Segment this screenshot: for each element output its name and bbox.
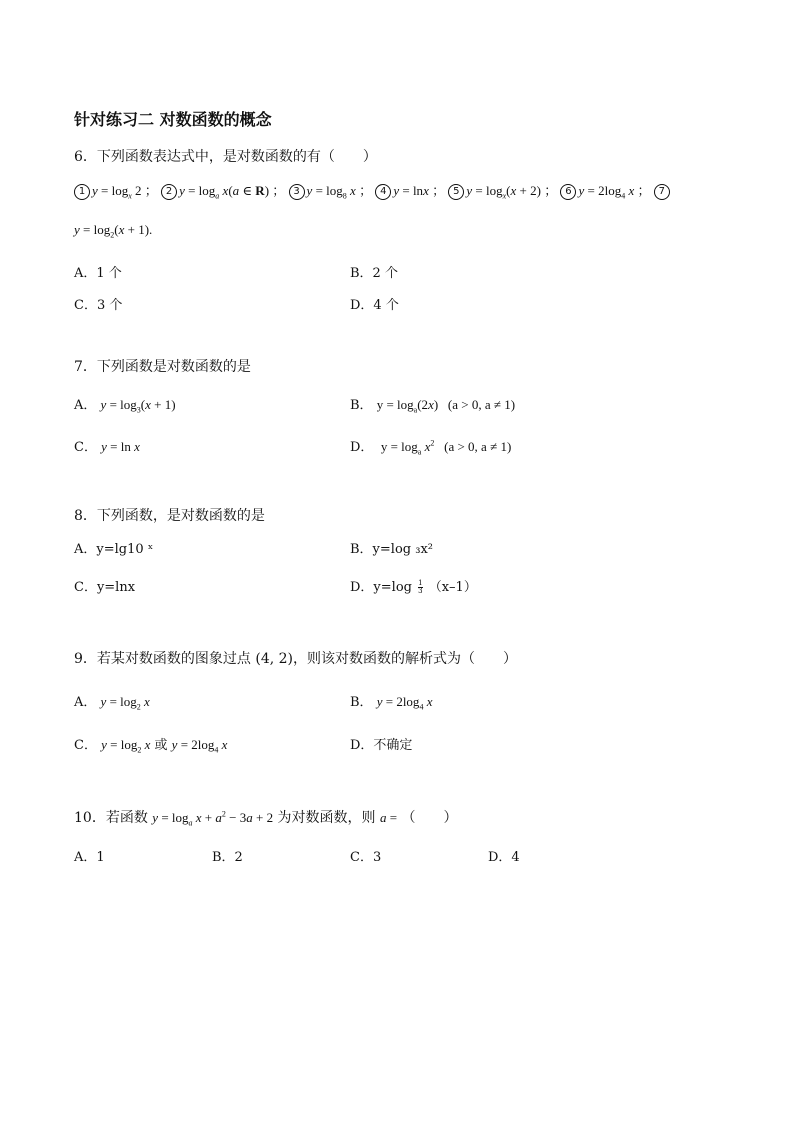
question-8-option-c[interactable]: C．y=lnx xyxy=(74,580,136,595)
question-8-option-b[interactable]: B．y=log ₃x² xyxy=(350,542,433,557)
stem-text: （ ） xyxy=(401,810,458,826)
circled-number-4: 4 xyxy=(375,184,391,200)
question-10-stem: 10．若函数 $y = \log_a x + a^2 - 3a + 2$ 为对数函数，则 a = （ ） xyxy=(74,809,458,828)
question-6-option-a[interactable]: A．1 个 xyxy=(74,266,122,281)
question-6-stem: 6．下列函数表达式中，是对数函数的有（ ） xyxy=(74,149,377,165)
separator: ； xyxy=(144,183,158,198)
question-10-option-d[interactable]: D．4 xyxy=(488,850,520,865)
question-8-option-a[interactable]: A．y=lg10 ˣ xyxy=(74,542,154,557)
question-8-stem: 8．下列函数，是对数函数的是 xyxy=(74,508,265,524)
question-9-option-c[interactable]: C． $y = \log_2 x$ 或 $y = 2\log_4$ x xyxy=(74,737,228,755)
question-6-option-c[interactable]: C．3 个 xyxy=(74,298,123,313)
question-7-option-a[interactable]: A． $y = \log_3(x + 1)$ xyxy=(74,397,176,415)
question-8-option-d[interactable] xyxy=(350,576,477,595)
question-10-option-c[interactable]: C．3 xyxy=(350,850,382,865)
circled-number-7: 7 xyxy=(654,184,670,200)
circled-number-1: 1 xyxy=(74,184,90,200)
section-title: 针对练习二 对数函数的概念 xyxy=(74,110,272,129)
stem-text: 为对数函数，则 xyxy=(277,810,376,826)
question-10-option-b[interactable]: B．2 xyxy=(212,850,243,865)
fraction: $\frac{1}{3}$ xyxy=(418,579,423,595)
question-7-option-b[interactable]: B． $y = \log_a(2x) (a > 0$, a ≠ 1) xyxy=(350,397,516,415)
option-letter: C． xyxy=(74,440,97,455)
option-letter: B． xyxy=(350,398,373,413)
circled-number-3: 3 xyxy=(289,184,305,200)
option-letter: A． xyxy=(74,398,97,413)
option-letter: D． xyxy=(350,440,374,455)
question-7-option-c[interactable]: C． y = ln x xyxy=(74,439,140,455)
circled-number-5: 5 xyxy=(448,184,464,200)
question-6-items-line1: 1 $y = \log_x 2$ ； 2 $y = \log_a x(a$ ∈ R) ； 3 $y = \log_8 x$ ； 4 y = lnx ； 5 $y = \log_x(x + 2)$ ； 6 $y = 2\log_4$ x ； 7 xyxy=(74,180,672,201)
option-text: D．y=log xyxy=(350,580,412,595)
circled-number-2: 2 xyxy=(161,184,177,200)
option-text: （x–1） xyxy=(428,580,477,595)
option-letter: C． xyxy=(74,738,97,753)
separator: ； xyxy=(637,183,651,198)
circled-number-6: 6 xyxy=(560,184,576,200)
separator: ； xyxy=(359,183,373,198)
question-6-option-b[interactable]: B．2 个 xyxy=(350,266,398,281)
option-letter: A． xyxy=(74,695,97,710)
stem-text: 10．若函数 xyxy=(74,810,148,826)
question-6-items-line2: $y = \log_2(x + 1)$. xyxy=(74,222,153,240)
separator: ； xyxy=(272,183,286,198)
option-letter: B． xyxy=(350,695,373,710)
question-9-option-b[interactable]: B． $y = 2\log_4$ x xyxy=(350,694,433,712)
question-7-option-d[interactable]: D． $y = \log_a x^2$ (a > 0, a ≠ 1) xyxy=(350,438,512,457)
separator: ； xyxy=(544,183,558,198)
question-9-option-a[interactable]: A． $y = \log_2 x$ xyxy=(74,694,150,712)
question-9-option-d[interactable]: D．不确定 xyxy=(350,738,413,753)
question-7-stem: 7．下列函数是对数函数的是 xyxy=(74,359,251,375)
question-10-option-a[interactable]: A．1 xyxy=(74,850,105,865)
question-6-option-d[interactable]: D．4 个 xyxy=(350,298,399,313)
question-9-stem: 9．若某对数函数的图象过点 (4, 2)，则该对数函数的解析式为（ ） xyxy=(74,651,517,667)
option-text: 或 xyxy=(154,738,168,753)
separator: ； xyxy=(432,183,446,198)
